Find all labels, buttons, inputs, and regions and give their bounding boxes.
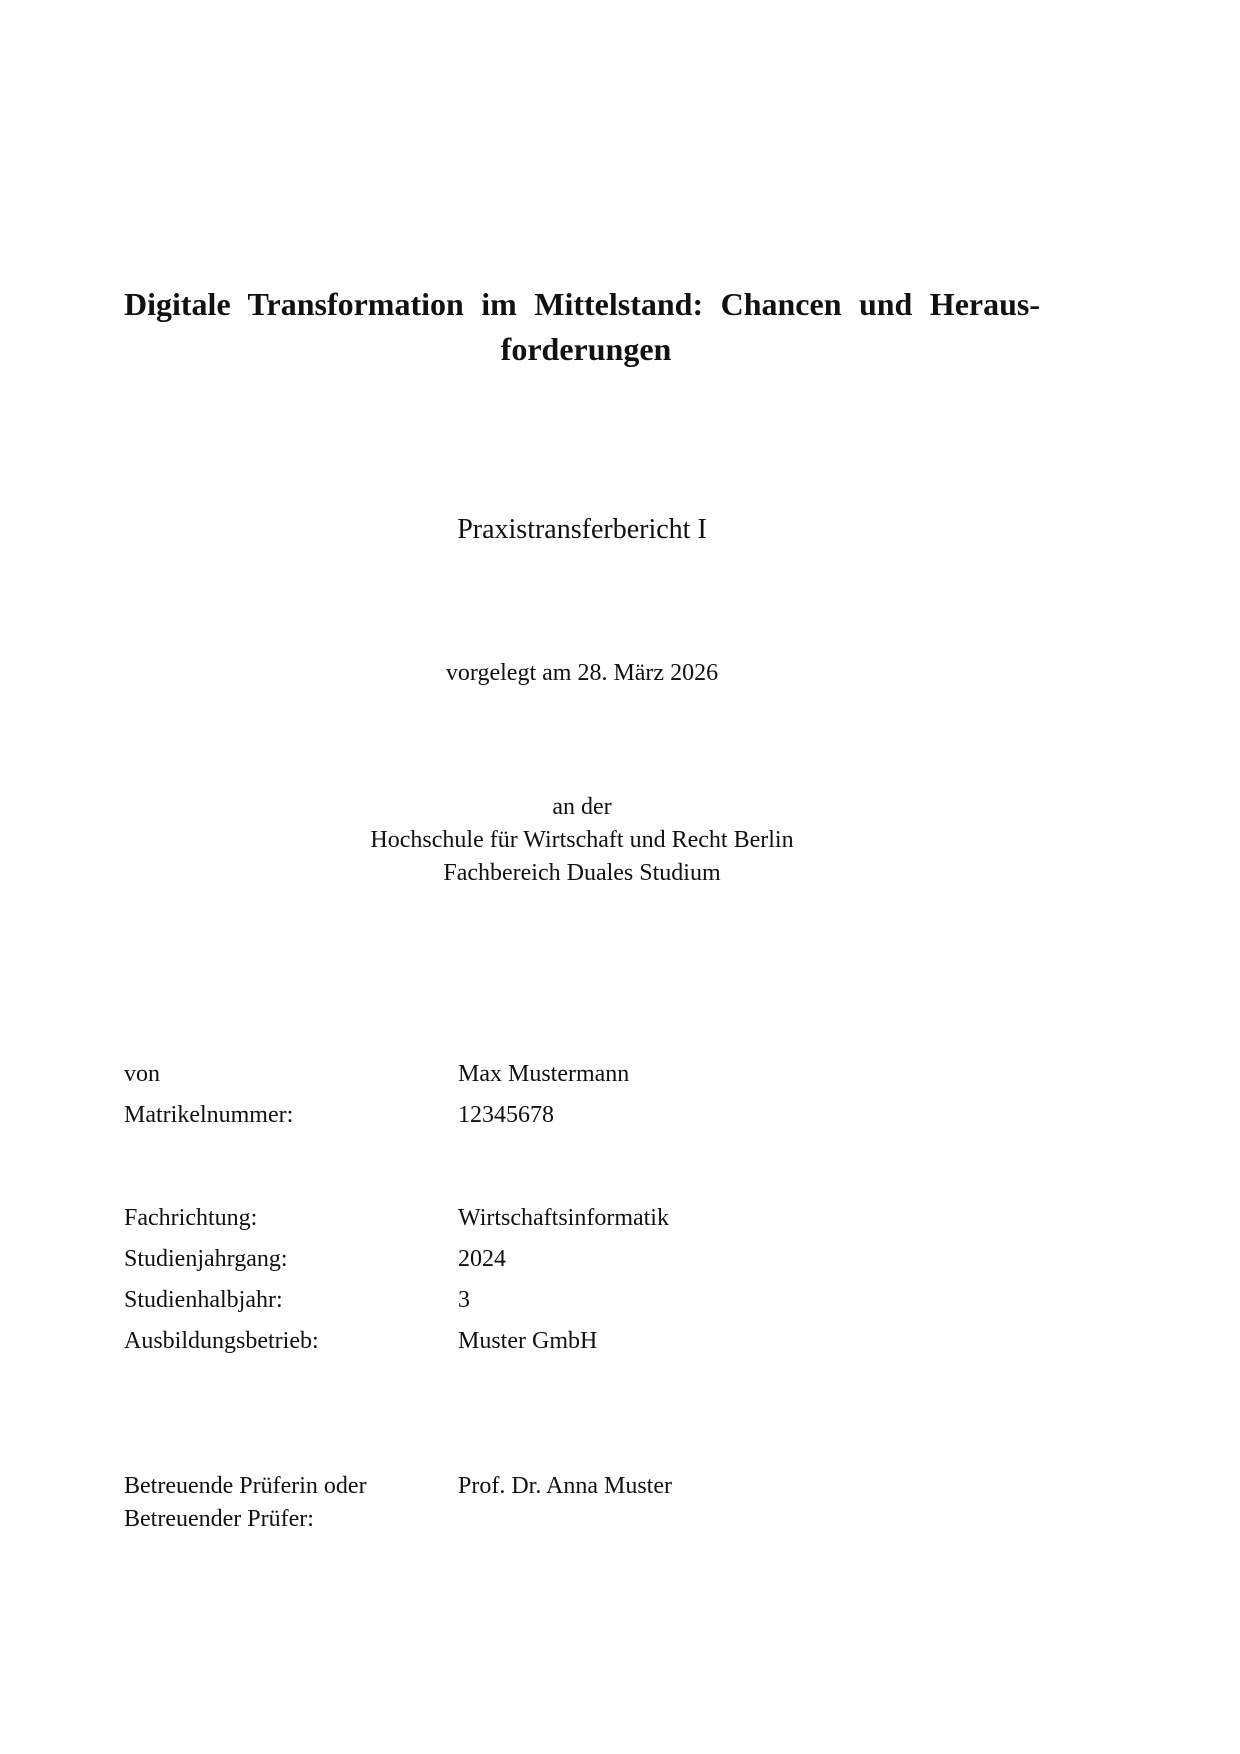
info-row-semester	[124, 1280, 1040, 1321]
info-row-company	[124, 1321, 1040, 1362]
training-company: Muster GmbH	[458, 1328, 598, 1354]
submission-date: vorgelegt am 28. März 2026	[445, 660, 719, 686]
info-label: Studienhalbjahr:	[124, 1287, 283, 1313]
info-row-field	[124, 1198, 1040, 1239]
institution-block	[124, 791, 1040, 890]
info-row-examiner	[124, 1470, 1040, 1536]
institution-name: Hochschule für Wirtschaft und Recht Berlin	[370, 827, 794, 853]
study-info	[124, 1198, 1040, 1362]
info-row-matriculation	[124, 1095, 1040, 1136]
author-name: Max Mustermann	[458, 1061, 630, 1087]
examiner-info	[124, 1470, 1040, 1536]
info-label	[124, 1470, 458, 1536]
info-label: Ausbildungsbetrieb:	[124, 1328, 319, 1354]
document-type: Praxistransferbericht I	[457, 514, 707, 545]
thesis-title-line-2: forderungen	[500, 331, 672, 367]
info-label: von	[124, 1061, 160, 1087]
info-row-author	[124, 1054, 1040, 1095]
info-row-year	[124, 1239, 1040, 1280]
study-semester: 3	[458, 1287, 470, 1313]
institution-intro: an der	[552, 794, 612, 820]
info-label: Fachrichtung:	[124, 1205, 258, 1231]
thesis-title-line-1: Digitale Transformation im Mittelstand: Chancen und Heraus-	[124, 286, 1040, 322]
institution-department: Fachbereich Duales Studium	[443, 860, 721, 886]
matriculation-number: 12345678	[458, 1102, 554, 1128]
author-info	[124, 1054, 1040, 1136]
info-label: Studienjahrgang:	[124, 1246, 288, 1272]
study-year: 2024	[458, 1246, 506, 1272]
examiner-name: Prof. Dr. Anna Muster	[458, 1473, 672, 1499]
examiner-label-line-2: Betreuender Prüfer:	[124, 1506, 314, 1532]
info-label: Matrikelnummer:	[124, 1102, 294, 1128]
examiner-label-line-1: Betreuende Prüferin oder	[124, 1473, 367, 1499]
field-of-study: Wirtschaftsinformatik	[458, 1205, 669, 1231]
thesis-title	[124, 282, 1040, 372]
